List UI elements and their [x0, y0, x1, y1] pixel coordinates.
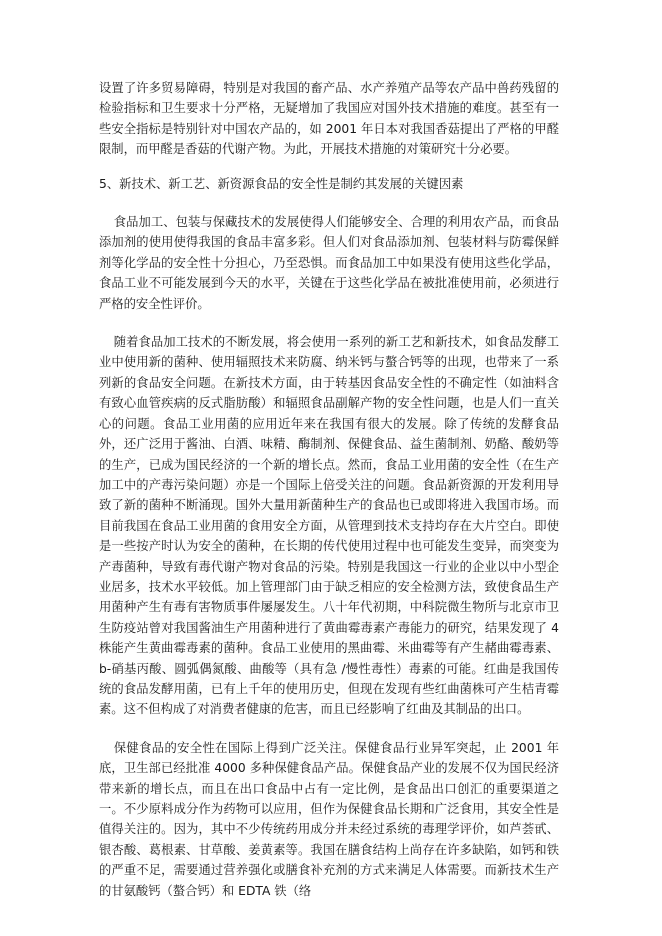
paragraph-gap — [99, 314, 559, 332]
section-heading-5: 5、新技术、新工艺、新资源食品的安全性是制约其发展的关键因素 — [99, 176, 464, 191]
document-page — [99, 78, 559, 901]
paragraph-food-additives: 食品加工、包装与保藏技术的发展使得人们能够安全、合理的利用农产品，而食品添加剂的使用使得我国的食品丰富多彩。但人们对食品添加剂、包装材料与防霉保鲜剂等化学品的安全性十分担心，乃至恐惧。而食品加工中如果没有使用这些化学品，食品工业不可能发展到今天的水平，关键在于这些化学品在被批准使用前，必须进行严格的安全性评价。 — [99, 215, 559, 311]
paragraph-new-technology: 随着食品加工技术的不断发展，将会使用一系列的新工艺和新技术，如食品发酵工业中使用新的菌种、使用辐照技术来防腐、纳米钙与螯合钙等的出现，也带来了一系列新的食品安全问题。在新技术方面，由于转基因食品安全性的不确定性（如油料含有致心血管疾病的反式脂肪酸）和辐照食品副解产物的安全性问题，也是人们一直关心的问题。食品工业用菌的应用近年来在我国有很大的发展。除了传统的发酵食品外，还广泛用于酱油、白酒、味精、酶制剂、保健食品、益生菌制剂、奶酪、酸奶等的生产，已成为国民经济的一个新的增长点。然而，食品工业用菌的安全性（在生产加工中的产毒污染问题）亦是一个国际上倍受关注的问题。食品新资源的开发利用导致了新的菌种不断涌现。国外大量用新菌种生产的食品也已或即将进入我国市场。而目前我国在食品工业用菌的食用安全方面，从管理到技术支持均存在大片空白。即使是一些按产时认为安全的菌种，在长期的传代使用过程中也可能发生变异，而突变为产毒菌种，导致有毒代谢产物对食品的污染。特别是我国这一行业的企业以中小型企业居多，技术水平较低。加上管理部门由于缺乏相应的安全检测方法，致使食品生产用菌种产生有毒有害物质事件屡屡发生。八十年代初期，中科院微生物所与北京市卫生防疫站曾对我国酱油生产用菌种进行了黄曲霉毒素产毒能力的研究，结果发现了 4 株能产生黄曲霉毒素的菌种。食品工业使用的黑曲霉、米曲霉等有产生赭曲霉毒素、 b-硝基丙酸、圆弧偶氮酸、曲酸等（具有急 /慢性毒性）毒素的可能。红曲是我国传统的食品发酵用菌，已有上千年的使用历史，但现在发现有些红曲菌株可产生桔青霉素。这不但构成了对消费者健康的危害，而且已经影响了红曲及其制品的出口。 — [99, 335, 559, 717]
paragraph-gap — [99, 194, 559, 212]
paragraph-trade-barriers: 设置了许多贸易障碍，特别是对我国的畜产品、水产养殖产品等农产品中兽药残留的检验指标和卫生要求十分严格，无疑增加了我国应对国外技术措施的难度。甚至有一些安全指标是特别针对中国农产品的，如 2001 年日本对我国香菇提出了严格的甲醛限制，而甲醛是香菇的代谢产物。为此，开展技术措施的对策研究十分必要。 — [99, 81, 559, 157]
paragraph-gap — [99, 160, 559, 174]
paragraph-health-food: 保健食品的安全性在国际上得到广泛关注。保健食品行业异军突起，止 2001 年底，卫生部已经批准 4000 多种保健食品产品。保健食品产业的发展不仅为国民经济带来新的增长点，而且在出口食品中占有一定比例，是食品出口创汇的重要渠道之一。不少原料成分作为药物可以应用，但作为保健食品长期和广泛食用，其安全性是值得关注的。因为，其中不少传统药用成分并未经过系统的毒理学评价，如芦荟甙、银杏酸、葛根素、甘草酸、姜黄素等。我国在膳食结构上尚存在许多缺陷，如钙和铁的严重不足，需要通过营养强化或膳食补充剂的方式来满足人体需要。而新技术生产的甘氨酸钙（螯合钙）和 EDTA 铁（络 — [99, 740, 559, 898]
paragraph-gap — [99, 720, 559, 738]
